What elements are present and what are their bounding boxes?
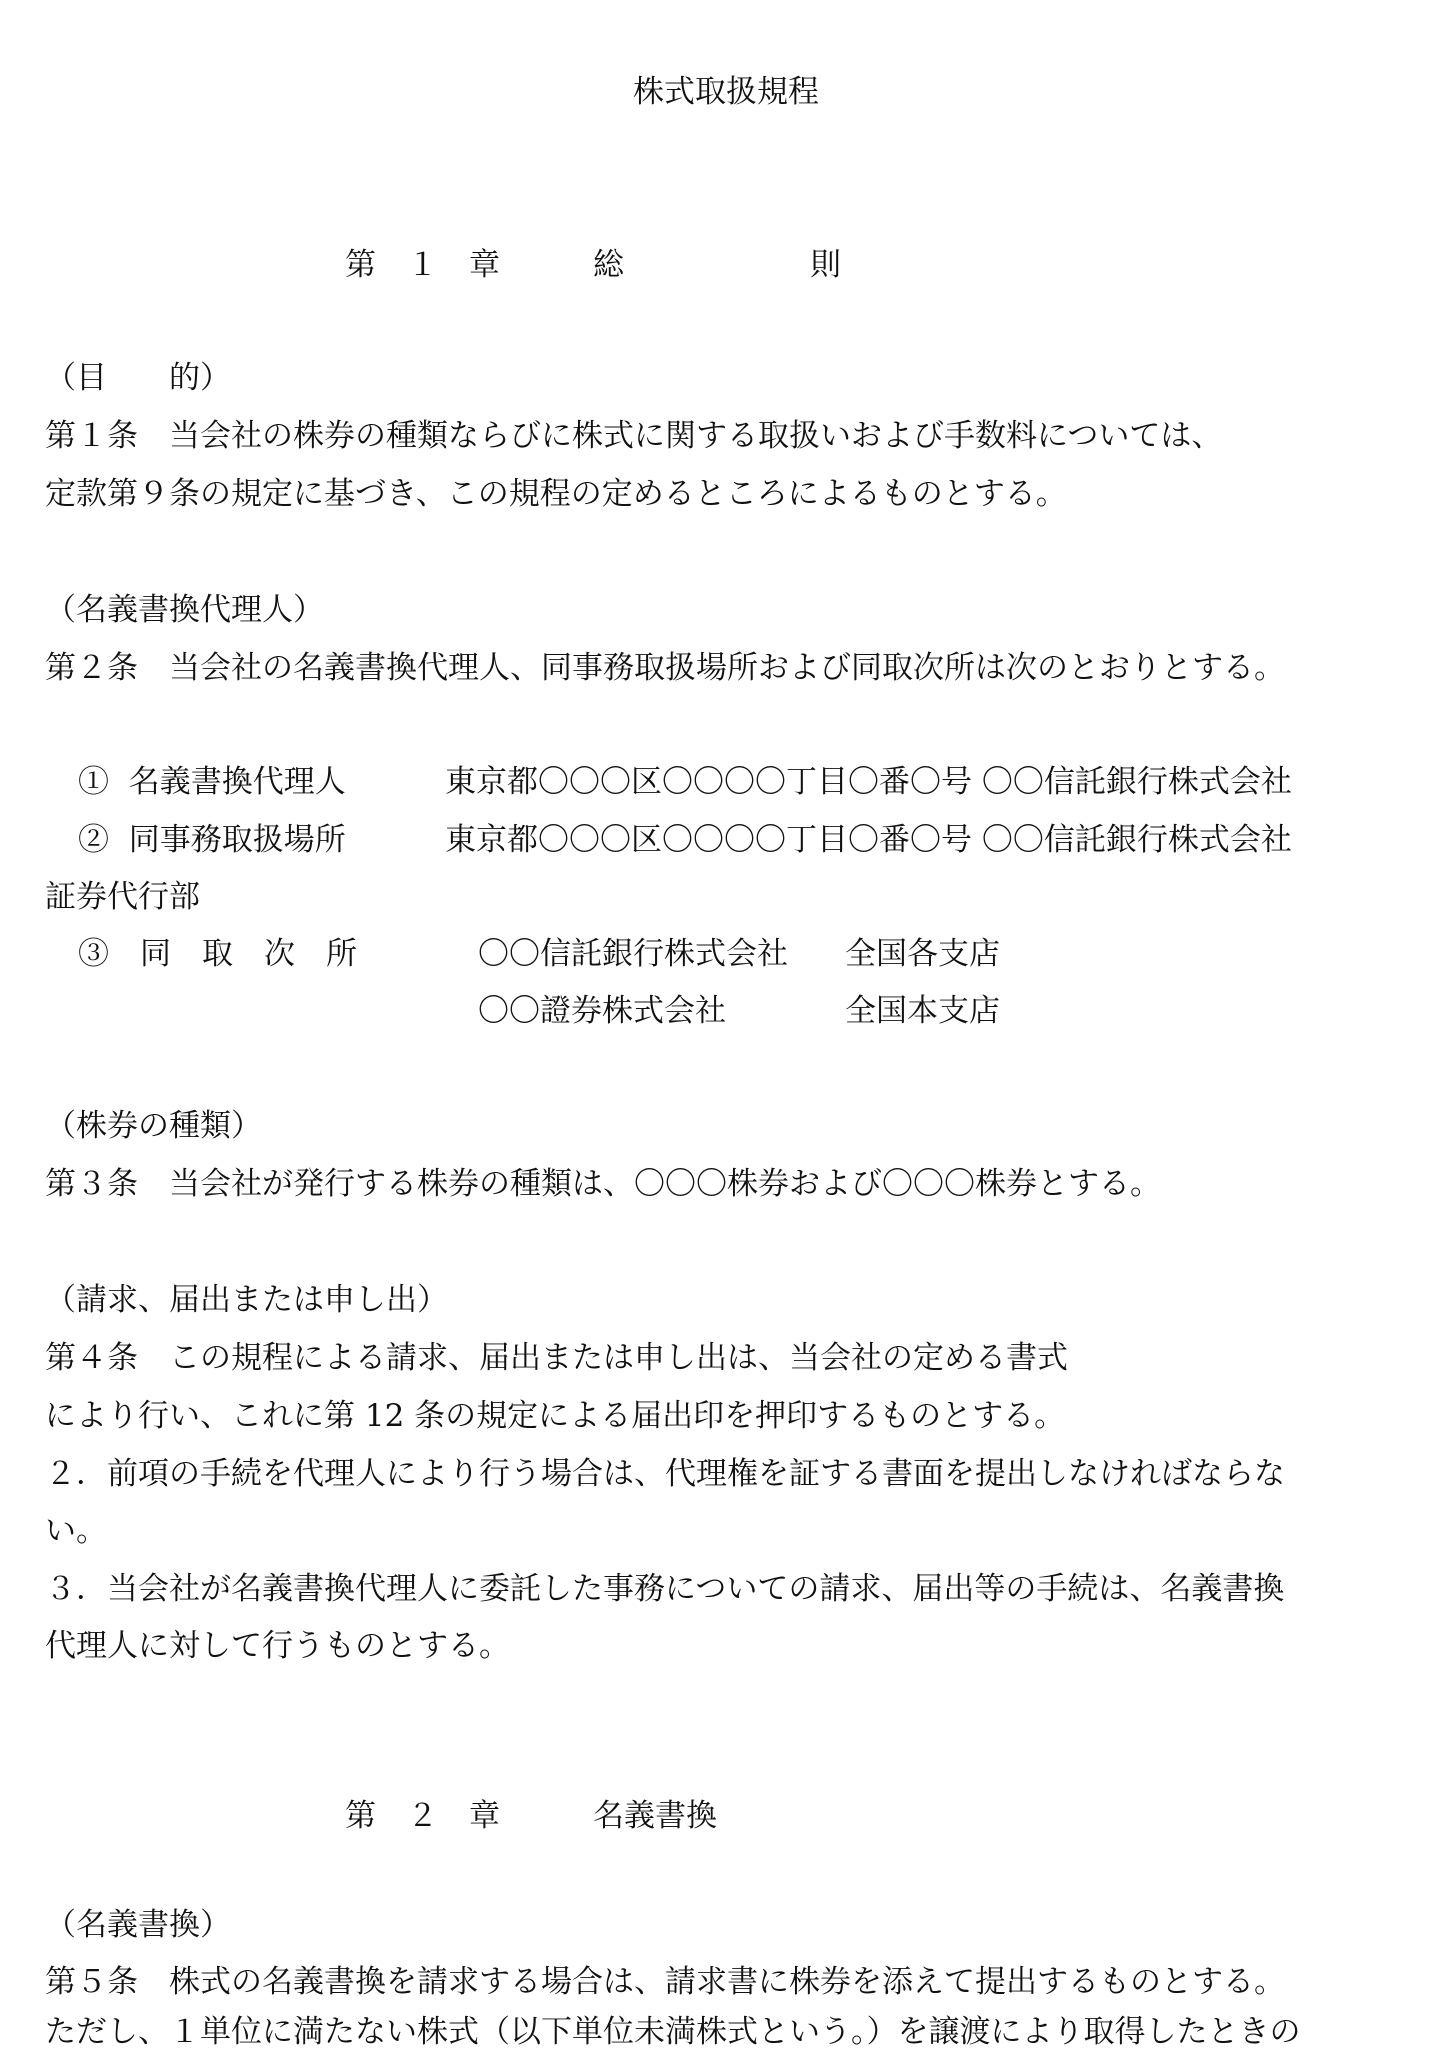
chapter-2-heading: 第 ２ 章 名義書換: [345, 1798, 717, 1834]
article-4-heading: （請求、届出または申し出）: [45, 1282, 448, 1318]
article-5-line-1: 第５条 株式の名義書換を請求する場合は、請求書に株券を添えて提出するものとする。: [45, 1964, 1285, 2000]
article-2-item-3-branch-2: 全国本支店: [845, 993, 1000, 1029]
article-2-item-2-continuation: 証券代行部: [45, 879, 200, 915]
article-4-line-3: ２．前項の手続を代理人により行う場合は、代理権を証する書面を提出しなければならな: [45, 1456, 1285, 1492]
article-1-line-1: 第１条 当会社の株券の種類ならびに株式に関する取扱いおよび手数料については、: [45, 418, 1223, 454]
chapter-1-heading: 第 １ 章 総 則: [345, 247, 841, 283]
article-2-heading: （名義書換代理人）: [45, 592, 324, 628]
article-2-item-3-label: ③ 同 取 次 所: [78, 936, 357, 972]
article-4-line-1: 第４条 この規程による請求、届出または申し出は、当会社の定める書式: [45, 1340, 1068, 1376]
article-5-line-2: ただし、１単位に満たない株式（以下単位未満株式という。）を譲渡により取得したときの: [45, 2014, 1301, 2050]
article-2-item-2-value: 東京都〇〇〇区〇〇〇〇丁目〇番〇号 〇〇信託銀行株式会社: [445, 822, 1292, 858]
article-3-line-1: 第３条 当会社が発行する株券の種類は、〇〇〇株券および〇〇〇株券とする。: [45, 1166, 1161, 1202]
article-3-heading: （株券の種類）: [45, 1108, 262, 1144]
article-2-item-1-value: 東京都〇〇〇区〇〇〇〇丁目〇番〇号 〇〇信託銀行株式会社: [445, 764, 1292, 800]
article-2-item-2-label: ② 同事務取扱場所: [78, 822, 346, 858]
article-2-line-1: 第２条 当会社の名義書換代理人、同事務取扱場所および同取次所は次のとおりとする。: [45, 650, 1285, 686]
article-4-line-4: い。: [45, 1513, 107, 1549]
article-5-heading: （名義書換）: [45, 1907, 231, 1943]
article-4-line-5: ３．当会社が名義書換代理人に委託した事務についての請求、届出等の手続は、名義書換: [45, 1571, 1285, 1607]
article-2-item-3-branch-1: 全国各支店: [845, 936, 1000, 972]
article-2-item-3-company-1: 〇〇信託銀行株式会社: [478, 936, 788, 972]
document-title: 株式取扱規程: [633, 74, 819, 110]
article-1-heading: （目 的）: [45, 360, 231, 396]
article-1-line-2: 定款第９条の規定に基づき、この規程の定めるところによるものとする。: [45, 476, 1067, 512]
article-4-line-2: により行い、これに第 12 条の規定による届出印を押印するものとする。: [45, 1398, 1066, 1434]
article-2-item-3-company-2: 〇〇證券株式会社: [478, 993, 726, 1029]
article-2-item-1-label: ① 名義書換代理人: [78, 764, 346, 800]
article-4-line-6: 代理人に対して行うものとする。: [45, 1628, 510, 1664]
